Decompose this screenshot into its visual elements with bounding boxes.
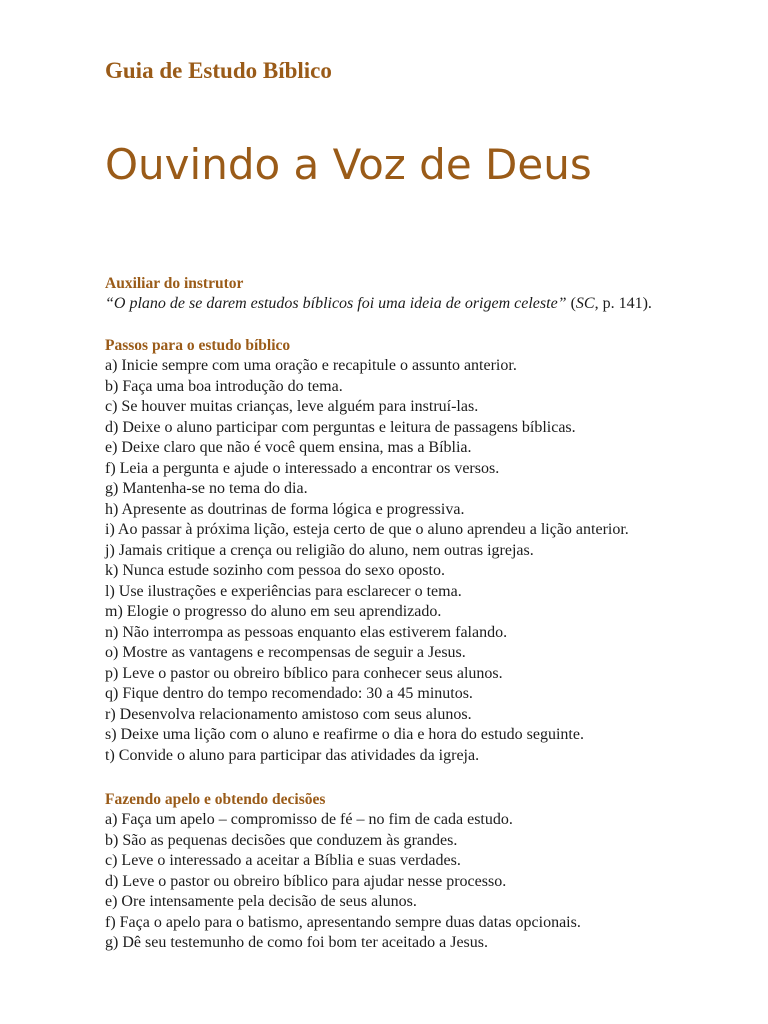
list-item: a) Inicie sempre com uma oração e recapitule o assunto anterior. [105,357,517,374]
list-item: e) Deixe claro que não é você quem ensina, mas a Bíblia. [105,439,472,456]
quote-source-abbr: SC [575,295,595,312]
apelo-list [105,810,745,954]
list-item: g) Dê seu testemunho de como foi bom ter aceitado a Jesus. [105,934,488,951]
list-item: d) Deixe o aluno participar com perguntas e leitura de passagens bíblicas. [105,418,576,436]
section-apelo [105,790,745,954]
list-item: j) Jamais critique a crença ou religião do aluno, nem outras igrejas. [105,541,534,559]
list-item: r) Desenvolva relacionamento amistoso com seus alunos. [105,705,472,723]
list-item: t) Convide o aluno para participar das atividades da igreja. [105,746,480,764]
list-item: p) Leve o pastor ou obreiro bíblico para conhecer seus alunos. [105,664,503,682]
list-item: q) Fique dentro do tempo recomendado: 30 a 45 minutos. [105,685,473,702]
list-item: h) Apresente as doutrinas de forma lógica e progressiva. [105,500,465,518]
passos-list [105,356,745,766]
list-item: c) Leve o interessado a aceitar a Bíblia e suas verdades. [105,852,461,869]
section-heading: Fazendo apelo e obtendo decisões [105,791,326,808]
list-item: k) Nunca estude sozinho com pessoa do sexo oposto. [105,562,445,579]
section-heading: Auxiliar do instrutor [105,275,244,292]
list-item: a) Faça um apelo – compromisso de fé – no fim de cada estudo. [105,811,513,828]
list-item: o) Mostre as vantagens e recompensas de seguir a Jesus. [105,644,466,661]
quote-line [105,294,745,315]
section-auxiliar [105,274,745,315]
list-item: f) Faça o apelo para o batismo, apresentando sempre duas datas opcionais. [105,913,581,931]
page-title: Ouvindo a Voz de Deus [105,140,592,189]
list-item: m) Elogie o progresso do aluno em seu aprendizado. [105,603,442,620]
guide-kicker: Guia de Estudo Bíblico [105,58,332,83]
list-item: i) Ao passar à próxima lição, esteja certo de que o aluno aprendeu a lição anterior. [105,521,629,538]
quote-text: “O plano de se darem estudos bíblicos foi uma ideia de origem celeste” [105,295,567,312]
list-item: e) Ore intensamente pela decisão de seus alunos. [105,893,417,910]
section-passos [105,336,745,766]
quote-source-open: ( [566,295,576,312]
list-item: g) Mantenha-se no tema do dia. [105,480,308,497]
list-item: n) Não interrompa as pessoas enquanto elas estiverem falando. [105,623,508,641]
list-item: l) Use ilustrações e experiências para esclarecer o tema. [105,582,462,600]
list-item: c) Se houver muitas crianças, leve alguém para instruí-las. [105,398,479,415]
list-item: f) Leia a pergunta e ajude o interessado a encontrar os versos. [105,459,500,477]
section-heading: Passos para o estudo bíblico [105,337,291,354]
quote-source-rest: , p. 141). [594,295,652,312]
list-item: d) Leve o pastor ou obreiro bíblico para ajudar nesse processo. [105,872,507,890]
list-item: b) São as pequenas decisões que conduzem às grandes. [105,831,458,849]
list-item: s) Deixe uma lição com o aluno e reafirme o dia e hora do estudo seguinte. [105,726,584,743]
list-item: b) Faça uma boa introdução do tema. [105,377,343,395]
